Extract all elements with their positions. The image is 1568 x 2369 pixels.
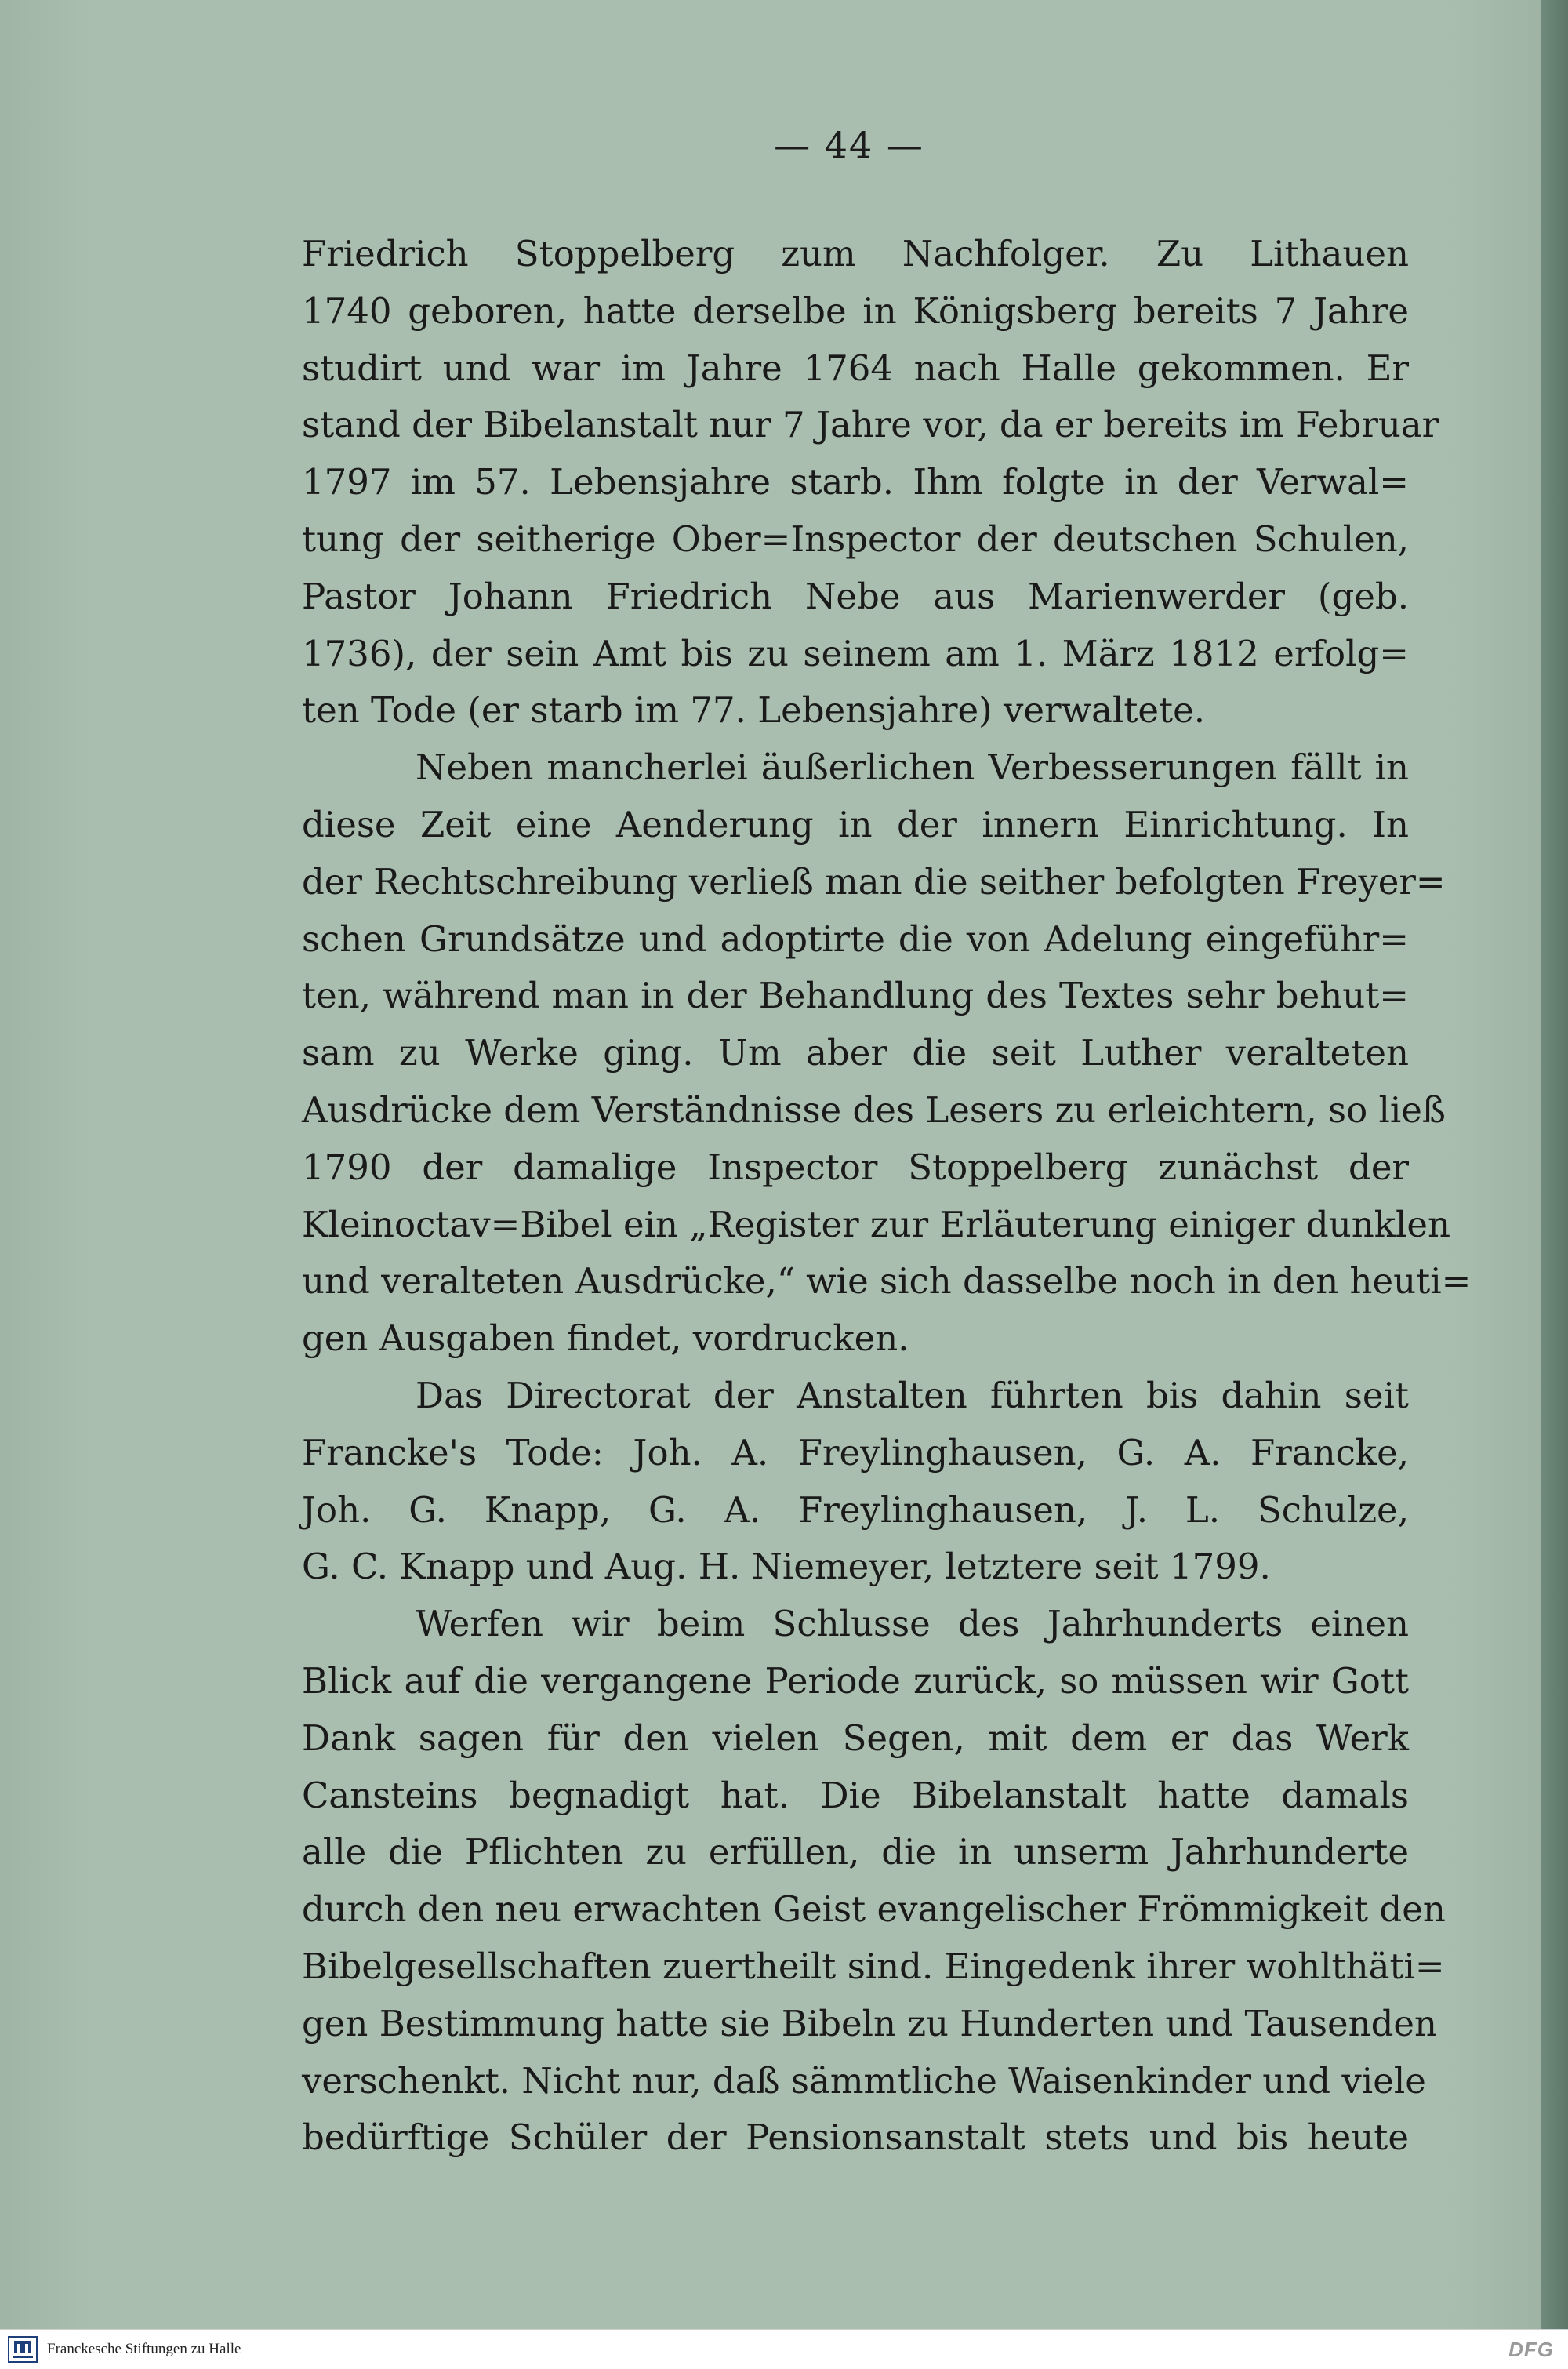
text-line: Joh. G. Knapp, G. A. Freylinghausen, J. L. Schulze, xyxy=(302,1488,1409,1531)
text-line: tung der seitherige Ober=Inspector der deutschen Schulen, xyxy=(302,518,1409,560)
text-line: Bibelgesellschaften zuertheilt sind. Eingedenk ihrer wohlthäti= xyxy=(302,1945,1445,1987)
text-line: Werfen wir beim Schlusse des Jahrhunderts einen xyxy=(416,1603,1409,1645)
page-edge-shadow xyxy=(1541,0,1568,2329)
body-text xyxy=(302,226,1472,2167)
text-line: Dank sagen für den vielen Segen, mit dem er das Werk xyxy=(302,1717,1409,1759)
text-line: Cansteins begnadigt hat. Die Bibelanstalt hatte damals xyxy=(302,1774,1409,1816)
text-line: 1790 der damalige Inspector Stoppelberg zunächst der xyxy=(302,1146,1409,1188)
text-line: schen Grundsätze und adoptirte die von Adelung eingeführ= xyxy=(302,917,1409,960)
text-line: Ausdrücke dem Verständnisse des Lesers zu erleichtern, so ließ xyxy=(302,1088,1446,1131)
text-line: der Rechtschreibung verließ man die seither befolgten Freyer= xyxy=(302,860,1446,903)
text-line: 1740 geboren, hatte derselbe in Königsberg bereits 7 Jahre xyxy=(302,289,1409,332)
text-line: bedürftige Schüler der Pensionsanstalt stets und bis heute xyxy=(302,2116,1409,2159)
franckesche-stiftungen-logo-icon xyxy=(8,2336,38,2363)
text-line: Friedrich Stoppelberg zum Nachfolger. Zu Lithauen xyxy=(302,233,1409,274)
text-line: Kleinoctav=Bibel ein „Register zur Erläuterung einiger dunklen xyxy=(302,1203,1450,1245)
footer-bar xyxy=(0,2329,1568,2369)
dfg-logo: DFG xyxy=(1508,2338,1554,2361)
footer-institution-text: Franckesche Stiftungen zu Halle xyxy=(47,2341,241,2357)
text-line: ten, während man in der Behandlung des Textes sehr behut= xyxy=(302,975,1409,1017)
text-line: G. C. Knapp und Aug. H. Niemeyer, letztere seit 1799. xyxy=(302,1546,1271,1588)
text-line: gen Bestimmung hatte sie Bibeln zu Hunderten und Tausenden xyxy=(302,2002,1437,2044)
text-line: Pastor Johann Friedrich Nebe aus Marienwerder (geb. xyxy=(302,575,1409,617)
text-line: und veralteten Ausdrücke,“ wie sich dasselbe noch in den heuti= xyxy=(302,1260,1472,1303)
text-line: 1797 im 57. Lebensjahre starb. Ihm folgte in der Verwal= xyxy=(302,461,1409,503)
text-line: gen Ausgaben findet, vordrucken. xyxy=(302,1317,909,1360)
text-line: ten Tode (er starb im 77. Lebensjahre) verwaltete. xyxy=(302,689,1206,732)
text-line: alle die Pflichten zu erfüllen, die in unserm Jahrhunderte xyxy=(302,1831,1409,1873)
text-line: durch den neu erwachten Geist evangelischer Frömmigkeit den xyxy=(302,1888,1446,1931)
text-line: stand der Bibelanstalt nur 7 Jahre vor, da er bereits im Februar xyxy=(302,404,1439,446)
text-line: 1736), der sein Amt bis zu seinem am 1. März 1812 erfolg= xyxy=(302,632,1409,674)
page-number: — 44 — xyxy=(774,124,924,166)
text-line: Blick auf die vergangene Periode zurück, so müssen wir Gott xyxy=(302,1659,1409,1702)
text-line: studirt und war im Jahre 1764 nach Halle gekommen. Er xyxy=(302,347,1409,389)
text-line: Das Directorat der Anstalten führten bis dahin seit xyxy=(416,1374,1409,1416)
text-line: sam zu Werke ging. Um aber die seit Luther veralteten xyxy=(302,1032,1409,1074)
text-line: verschenkt. Nicht nur, daß sämmtliche Waisenkinder und viele xyxy=(302,2059,1426,2102)
text-line: Neben mancherlei äußerlichen Verbesserungen fällt in xyxy=(416,747,1409,789)
text-line: Francke's Tode: Joh. A. Freylinghausen, G. A. Francke, xyxy=(302,1431,1409,1473)
text-line: diese Zeit eine Aenderung in der innern Einrichtung. In xyxy=(302,803,1409,845)
